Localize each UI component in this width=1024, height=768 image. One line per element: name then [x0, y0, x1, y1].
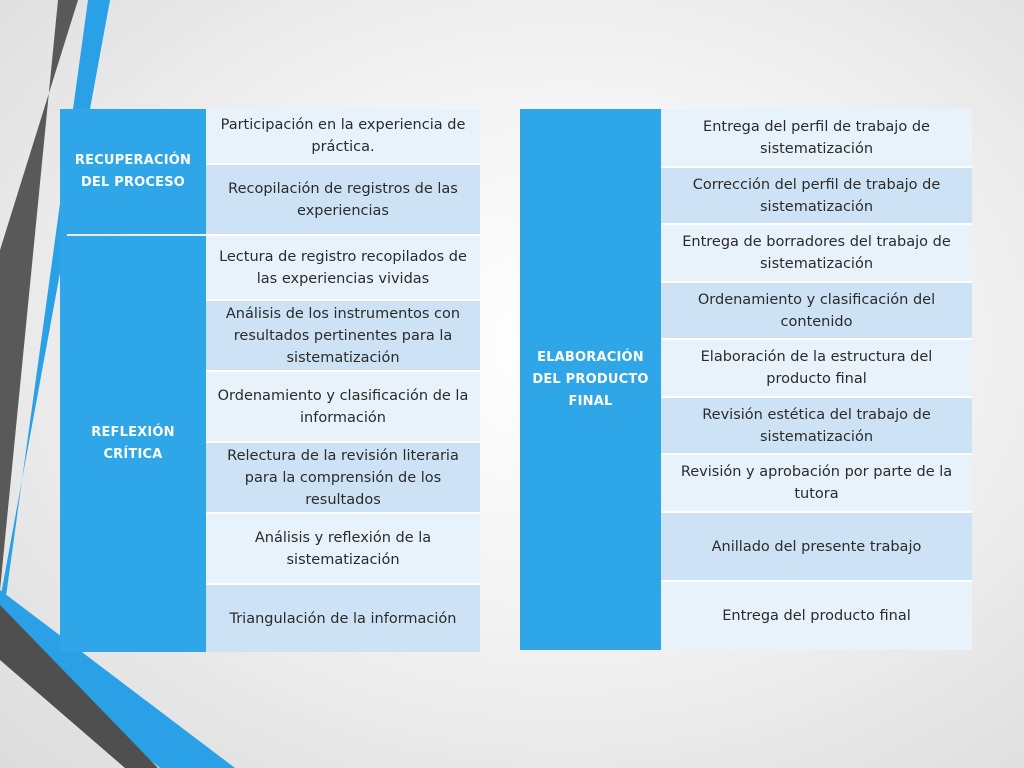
row-text: Entrega del producto final — [722, 608, 911, 624]
right-table — [520, 109, 972, 650]
row-text: Ordenamiento y clasificación de la información — [217, 387, 469, 426]
table-row — [206, 583, 480, 652]
table-row — [206, 163, 480, 234]
row-text: Participación en la experiencia de práctica. — [220, 117, 466, 155]
table-row — [206, 299, 480, 370]
group-header-label: REFLEXIÓN CRÍTICA — [91, 425, 175, 462]
group-header-elaboracion — [520, 109, 661, 650]
row-text: Revisión y aprobación por parte de la tutora — [680, 464, 953, 502]
table-row — [661, 166, 972, 223]
left-table — [60, 109, 480, 652]
row-text: Revisión estética del trabajo de sistematización — [702, 406, 931, 445]
row-text: Análisis y reflexión de la sistematización — [254, 529, 432, 568]
group-header-label: ELABORACIÓN DEL PRODUCTO FINAL — [532, 349, 649, 409]
row-text: Ordenamiento y clasificación del contenido — [697, 291, 936, 330]
row-text: Relectura de la revisión literaria para la comprensión de los resultados — [227, 447, 459, 508]
table-row — [206, 109, 480, 163]
table-row — [661, 223, 972, 281]
table-row — [661, 453, 972, 511]
row-text: Recopilación de registros de las experiencias — [228, 180, 458, 219]
row-text: Análisis de los instrumentos con resultados pertinentes para la sistematización — [225, 305, 461, 366]
row-text: Corrección del perfil de trabajo de sistematización — [692, 176, 941, 215]
table-row — [661, 109, 972, 166]
row-text: Entrega del perfil de trabajo de sistematización — [703, 118, 930, 157]
table-row — [206, 234, 480, 299]
table-row — [206, 512, 480, 583]
group-header-label: RECUPERACIÓN DEL PROCESO — [74, 152, 192, 190]
table-row — [206, 441, 480, 512]
table-row — [661, 511, 972, 580]
row-text: Anillado del presente trabajo — [711, 538, 922, 555]
row-text: Triangulación de la información — [229, 610, 457, 627]
table-row — [661, 580, 972, 650]
table-row — [661, 396, 972, 453]
row-text: Lectura de registro recopilados de las experiencias vividas — [219, 248, 467, 287]
row-text: Entrega de borradores del trabajo de sistematización — [682, 234, 951, 272]
group-header-recuperacion — [60, 109, 206, 234]
table-row — [661, 338, 972, 396]
row-text: Elaboración de la estructura del producto final — [700, 349, 933, 387]
table-row — [206, 370, 480, 441]
table-row — [661, 281, 972, 338]
group-header-reflexion — [60, 236, 206, 652]
